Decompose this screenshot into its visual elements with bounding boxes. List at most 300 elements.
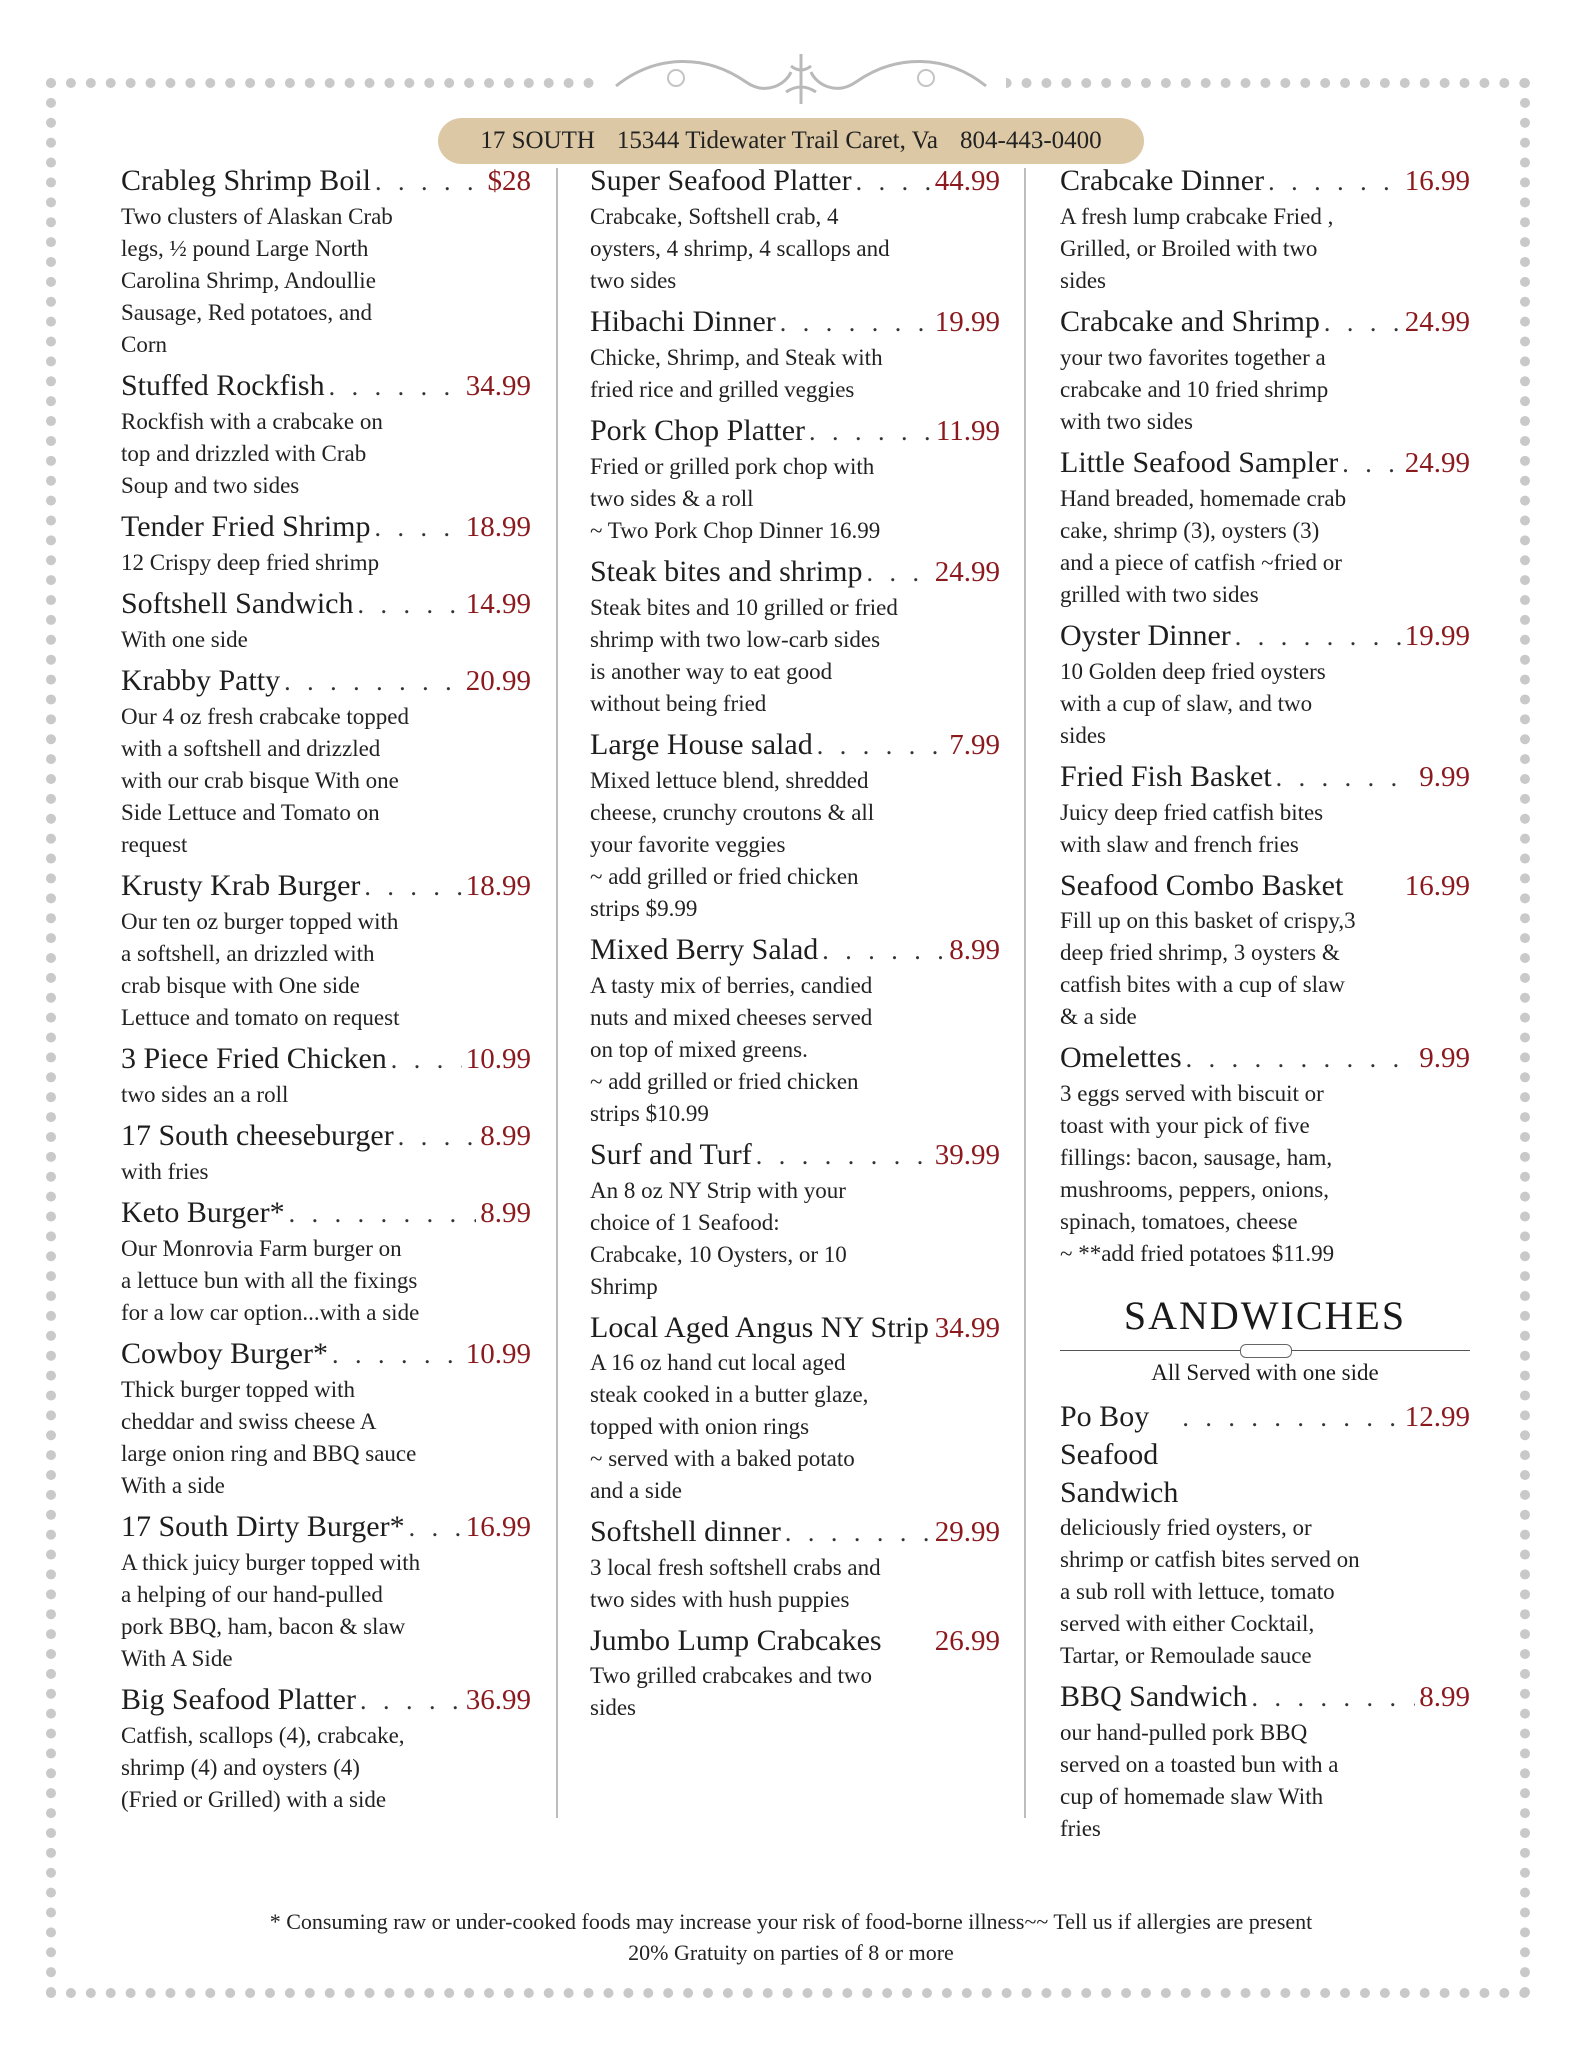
description-line: a lettuce bun with all the fixings [121,1268,418,1293]
menu-item-header [121,1508,531,1547]
description-line: Juicy deep fried catfish bites [1060,800,1324,825]
menu-column-2 [590,162,1000,1730]
menu-item-price: 34.99 [465,370,531,402]
menu-item-header [121,1681,531,1720]
description-line: nuts and mixed cheeses served [590,1005,873,1030]
menu-item-name: Softshell Sandwich [121,587,354,620]
menu-item-description [121,1079,531,1111]
menu-item [590,1622,1000,1724]
menu-item-name: BBQ Sandwich [1060,1680,1248,1713]
description-line: Sausage, Red potatoes, and [121,300,373,325]
description-line: Soup and two sides [121,473,300,498]
description-line: Carolina Shrimp, Andoullie [121,268,376,293]
description-line: crabcake and 10 fried shrimp [1060,377,1329,402]
menu-item-price: 39.99 [934,1139,1000,1171]
menu-column-1 [121,162,531,1822]
menu-item-header [121,1040,531,1079]
menu-item [590,931,1000,1130]
menu-item-description [121,1547,531,1675]
column-divider [1024,168,1026,1818]
menu-item-price: 11.99 [935,415,1000,447]
dot-leader [1182,1399,1400,1437]
menu-item-name: Steak bites and shrimp [590,555,863,588]
description-line: catfish bites with a cup of slaw [1060,972,1345,997]
menu-item-description [590,342,1000,406]
menu-item [590,1309,1000,1507]
menu-item-description [590,765,1000,925]
menu-item-description [590,1660,1000,1724]
menu-item-description [121,1156,531,1188]
menu-item-name: Crableg Shrimp Boil [121,164,371,197]
description-line: Mixed lettuce blend, shredded [590,768,869,793]
menu-item-name: Keto Burger* [121,1196,285,1229]
menu-item-name: Surf and Turf [590,1138,752,1171]
menu-item-header [121,585,531,624]
description-line: spinach, tomatoes, cheese [1060,1209,1298,1234]
description-line: (Fried or Grilled) with a side [121,1787,387,1812]
menu-item-description [121,701,531,861]
description-line: with a cup of slaw, and two [1060,691,1313,716]
description-line: Shrimp [590,1274,658,1299]
menu-item-price: 24.99 [1404,306,1470,338]
description-line: Chicke, Shrimp, and Steak with [590,345,883,370]
description-line: for a low car option...with a side [121,1300,420,1325]
menu-item-name: Local Aged Angus NY Strip [590,1311,929,1344]
description-line: two sides [590,268,677,293]
description-line: two sides an a roll [121,1082,289,1107]
menu-item-description [121,906,531,1034]
menu-item [1060,303,1470,438]
menu-item [121,585,531,656]
description-line: Fill up on this basket of crispy,3 [1060,908,1356,933]
description-line: and a side [590,1478,682,1503]
dot-leader [822,932,945,970]
description-line: fillings: bacon, sausage, ham, [1060,1145,1333,1170]
menu-item [1060,1678,1470,1845]
description-line: strips $10.99 [590,1101,709,1126]
menu-item-description [121,201,531,361]
menu-item-description [590,1175,1000,1303]
menu-item-name: Krusty Krab Burger [121,869,361,902]
menu-item-price: 34.99 [934,1312,1000,1344]
menu-item-name: Fried Fish Basket [1060,760,1272,793]
description-line: Two clusters of Alaskan Crab [121,204,393,229]
menu-item-price: 18.99 [465,511,531,543]
description-line: shrimp with two low-carb sides [590,627,881,652]
description-line: shrimp or catfish bites served on [1060,1547,1360,1572]
description-line: Catfish, scallops (4), crabcake, [121,1723,405,1748]
header-banner [438,118,1144,164]
description-line: toast with your pick of five [1060,1113,1310,1138]
description-line: on top of mixed greens. [590,1037,808,1062]
menu-item [121,1040,531,1111]
menu-item-description [121,1233,531,1329]
menu-item-header [590,1622,1000,1660]
description-line: steak cooked in a butter glaze, [590,1382,869,1407]
menu-item-header [590,1309,1000,1347]
description-line: & a side [1060,1004,1137,1029]
menu-item [590,1513,1000,1616]
description-line: choice of 1 Seafood: [590,1210,780,1235]
dot-leader [329,368,462,406]
description-line: Crabcake, 10 Oysters, or 10 [590,1242,847,1267]
dot-leader [1342,445,1400,483]
menu-item-header [1060,303,1470,342]
menu-item-header [590,1136,1000,1175]
description-line: with slaw and french fries [1060,832,1299,857]
menu-item-header [590,162,1000,201]
description-line: cheddar and swiss cheese A [121,1409,377,1434]
menu-item-header [121,867,531,906]
description-line: oysters, 4 shrimp, 4 scallops and [590,236,890,261]
description-line: a softshell, an drizzled with [121,941,375,966]
menu-item-header [1060,1678,1470,1717]
description-line: With a side [121,1473,225,1498]
menu-item-name: Jumbo Lump Crabcakes [590,1624,882,1657]
description-line: ~ served with a baked potato [590,1446,855,1471]
dot-leader [809,413,932,451]
dot-leader [391,1041,462,1079]
menu-item-description [1060,483,1470,611]
menu-item [121,1194,531,1329]
menu-item [121,1335,531,1502]
menu-item-header [121,1194,531,1233]
menu-item-price: 26.99 [934,1625,1000,1657]
menu-item [590,162,1000,297]
gratuity-notice: 20% Gratuity on parties of 8 or more [628,1940,954,1965]
description-line: With A Side [121,1646,233,1671]
dot-leader [756,1137,931,1175]
menu-item-description [1060,797,1470,861]
description-line: Thick burger topped with [121,1377,355,1402]
menu-item-header [1060,758,1470,797]
description-line: without being fried [590,691,767,716]
description-line: top and drizzled with Crab [121,441,367,466]
description-line: Tartar, or Remoulade sauce [1060,1643,1312,1668]
menu-item-header [1060,867,1470,905]
sandwiches-subtitle: All Served with one side [1151,1360,1379,1385]
menu-item-header [1060,1398,1470,1512]
menu-item-name: Seafood Combo Basket [1060,869,1344,902]
menu-item-price: $28 [487,165,531,197]
description-line: Grilled, or Broiled with two [1060,236,1318,261]
description-line: Two grilled crabcakes and two [590,1663,872,1688]
menu-item [121,1681,531,1816]
menu-item-name: Crabcake and Shrimp [1060,305,1320,338]
menu-item-name: Po Boy Seafood Sandwich [1060,1400,1179,1509]
menu-item-description [1060,1512,1470,1672]
menu-item [1060,1398,1470,1672]
menu-item-header [121,1117,531,1156]
menu-item-description [590,1347,1000,1507]
menu-item-description [121,1374,531,1502]
dot-leader [780,304,931,342]
allergy-notice: * Consuming raw or under-cooked foods may increase your risk of food-borne illness~~ Tell us if allergies are present [269,1909,1313,1934]
menu-item-name: 17 South cheeseburger [121,1119,394,1152]
dot-leader [856,163,931,201]
menu-item-price: 19.99 [1404,620,1470,652]
menu-item-price: 29.99 [934,1516,1000,1548]
menu-item-header [1060,444,1470,483]
menu-item-price: 36.99 [465,1684,531,1716]
description-line: cake, shrimp (3), oysters (3) [1060,518,1320,543]
menu-item-header [1060,1039,1470,1078]
description-line: fried rice and grilled veggies [590,377,855,402]
description-line: cup of homemade slaw With [1060,1784,1324,1809]
description-line: two sides with hush puppies [590,1587,850,1612]
restaurant-address: 15344 Tidewater Trail Caret, Va [616,127,938,154]
menu-item-description [1060,1717,1470,1845]
menu-item-price: 10.99 [465,1338,531,1370]
menu-item-description [590,451,1000,547]
menu-item-name: Tender Fried Shrimp [121,510,371,543]
menu-item-name: Stuffed Rockfish [121,369,325,402]
menu-item-header [121,662,531,701]
description-line: strips $9.99 [590,896,698,921]
menu-item-description [1060,342,1470,438]
menu-item-price: 14.99 [465,588,531,620]
menu-item [1060,1039,1470,1270]
menu-item [1060,867,1470,1033]
menu-item-price: 24.99 [1404,447,1470,479]
description-line: deep fried shrimp, 3 oysters & [1060,940,1340,965]
description-line: With one side [121,627,248,652]
menu-footer [0,1906,1582,1968]
menu-item-name: Krabby Patty [121,664,281,697]
restaurant-phone: 804-443-0400 [960,127,1102,154]
description-line: Steak bites and 10 grilled or fried [590,595,898,620]
menu-item-name: Oyster Dinner [1060,619,1231,652]
menu-item [590,726,1000,925]
description-line: two sides & a roll [590,486,754,511]
menu-column-3 [1060,162,1470,1851]
menu-item-price: 18.99 [465,870,531,902]
dot-leader [358,586,462,624]
ornament-flourish [596,44,1006,114]
description-line: with fries [121,1159,209,1184]
menu-item-name: Big Seafood Platter [121,1683,356,1716]
description-line: sides [590,1695,636,1720]
menu-item-header [590,553,1000,592]
description-line: legs, ½ pound Large North [121,236,369,261]
menu-item-price: 9.99 [1419,1042,1470,1074]
restaurant-name: 17 SOUTH [480,127,595,154]
description-line: Fried or grilled pork chop with [590,454,875,479]
menu-item [121,162,531,361]
menu-item-description [590,201,1000,297]
menu-item-price: 24.99 [934,556,1000,588]
menu-item-header [121,1335,531,1374]
description-line: topped with onion rings [590,1414,810,1439]
description-line: served on a toasted bun with a [1060,1752,1339,1777]
dot-leader [332,1336,462,1374]
menu-item [590,412,1000,547]
menu-item-name: Cowboy Burger* [121,1337,328,1370]
sandwiches-rule [1060,1344,1470,1358]
description-line: A tasty mix of berries, candied [590,973,873,998]
description-line: request [121,832,188,857]
menu-item [590,553,1000,720]
dot-leader [360,1682,462,1720]
menu-item-name: Omelettes [1060,1041,1182,1074]
menu-item-description [1060,1078,1470,1270]
description-line: sides [1060,723,1106,748]
menu-item [1060,162,1470,297]
description-line: mushrooms, peppers, onions, [1060,1177,1329,1202]
description-line: ~ Two Pork Chop Dinner 16.99 [590,518,881,543]
menu-item [121,867,531,1034]
description-line: ~ add grilled or fried chicken [590,1069,859,1094]
menu-item [1060,758,1470,861]
dot-leader [1276,759,1416,797]
menu-item [121,367,531,502]
menu-item-header [590,412,1000,451]
description-line: A thick juicy burger topped with [121,1550,421,1575]
sandwiches-heading: SANDWICHES [1123,1293,1407,1338]
dot-leader [289,1195,477,1233]
menu-item-description [1060,201,1470,297]
menu-item-description [121,547,531,579]
menu-item-description [121,406,531,502]
description-line: 3 eggs served with biscuit or [1060,1081,1324,1106]
menu-item-header [1060,617,1470,656]
column-divider [556,168,558,1818]
description-line: A 16 oz hand cut local aged [590,1350,846,1375]
description-line: 3 local fresh softshell crabs and [590,1555,881,1580]
menu-item [1060,444,1470,611]
menu-item [121,508,531,579]
description-line: served with either Cocktail, [1060,1611,1315,1636]
description-line: grilled with two sides [1060,582,1259,607]
menu-item-price: 8.99 [949,934,1000,966]
description-line: Our ten oz burger topped with [121,909,399,934]
menu-item-description [1060,656,1470,752]
menu-item-price: 12.99 [1404,1401,1470,1433]
menu-item-description [590,970,1000,1130]
description-line: Corn [121,332,167,357]
menu-item-price: 44.99 [934,165,1000,197]
menu-item [590,1136,1000,1303]
description-line: ~ **add fried potatoes $11.99 [1060,1241,1335,1266]
menu-item-header [590,303,1000,342]
description-line: sides [1060,268,1106,293]
menu-item-header [121,162,531,201]
menu-item-name: 17 South Dirty Burger* [121,1510,405,1543]
description-line: An 8 oz NY Strip with your [590,1178,846,1203]
menu-item-price: 16.99 [465,1511,531,1543]
description-line: A fresh lump crabcake Fried , [1060,204,1334,229]
description-line: with two sides [1060,409,1193,434]
dot-leader [1252,1679,1416,1717]
description-line: Hand breaded, homemade crab [1060,486,1347,511]
menu-item-name: Hibachi Dinner [590,305,776,338]
menu-item-name: Super Seafood Platter [590,164,852,197]
dot-leader [866,554,930,592]
menu-item-name: Crabcake Dinner [1060,164,1265,197]
menu-item-header [121,508,531,547]
description-line: is another way to eat good [590,659,833,684]
dot-leader [398,1118,477,1156]
description-line: 10 Golden deep fried oysters [1060,659,1326,684]
description-line: shrimp (4) and oysters (4) [121,1755,360,1780]
description-line: Crabcake, Softshell crab, 4 [590,204,839,229]
menu-item-header [121,367,531,406]
description-line: crab bisque with One side [121,973,360,998]
description-line: cheese, crunchy croutons & all [590,800,875,825]
menu-item [121,662,531,861]
menu-item-price: 16.99 [1404,165,1470,197]
menu-item-price: 16.99 [1404,870,1470,902]
menu-item [1060,617,1470,752]
menu-item [121,1508,531,1675]
menu-item-name: Large House salad [590,728,813,761]
description-line: with our crab bisque With one [121,768,399,793]
menu-item-price: 19.99 [934,306,1000,338]
dot-leader [284,663,462,701]
dot-leader [1268,163,1401,201]
description-line: large onion ring and BBQ sauce [121,1441,417,1466]
menu-item-name: 3 Piece Fried Chicken [121,1042,387,1075]
menu-item-description [1060,905,1470,1033]
dot-leader [1324,304,1401,342]
description-line: Our Monrovia Farm burger on [121,1236,402,1261]
description-line: 12 Crispy deep fried shrimp [121,550,380,575]
description-line: a sub roll with lettuce, tomato [1060,1579,1335,1604]
menu-item-description [121,1720,531,1816]
dot-leader [785,1514,931,1552]
description-line: your favorite veggies [590,832,786,857]
dot-leader [409,1509,462,1547]
description-line: with a softshell and drizzled [121,736,381,761]
dot-leader [1186,1040,1416,1078]
description-line: and a piece of catfish ~fried or [1060,550,1342,575]
menu-item-price: 8.99 [480,1197,531,1229]
description-line: a helping of our hand-pulled [121,1582,383,1607]
dot-leader [375,163,484,201]
menu-item-description [121,624,531,656]
menu-item-name: Softshell dinner [590,1515,781,1548]
menu-item-header [590,726,1000,765]
menu-item-description [590,1552,1000,1616]
description-line: Rockfish with a crabcake on [121,409,383,434]
description-line: fries [1060,1816,1101,1841]
description-line: our hand-pulled pork BBQ [1060,1720,1308,1745]
dot-leader [817,727,946,765]
menu-item-price: 8.99 [480,1120,531,1152]
description-line: pork BBQ, ham, bacon & slaw [121,1614,406,1639]
menu-item-description [590,592,1000,720]
menu-item [121,1117,531,1188]
menu-item-header [1060,162,1470,201]
menu-item-price: 10.99 [465,1043,531,1075]
dot-leader [364,868,461,906]
menu-item-header [590,1513,1000,1552]
description-line: Lettuce and tomato on request [121,1005,400,1030]
menu-item-name: Little Seafood Sampler [1060,446,1339,479]
menu-item-name: Mixed Berry Salad [590,933,819,966]
menu-item-price: 9.99 [1419,761,1470,793]
dot-leader [375,509,462,547]
menu-item [590,303,1000,406]
description-line: ~ add grilled or fried chicken [590,864,859,889]
menu-item-price: 8.99 [1419,1681,1470,1713]
menu-item-price: 7.99 [949,729,1000,761]
menu-item-price: 20.99 [465,665,531,697]
description-line: Our 4 oz fresh crabcake topped [121,704,410,729]
dot-leader [1235,618,1401,656]
menu-item-header [590,931,1000,970]
description-line: Side Lettuce and Tomato on [121,800,380,825]
